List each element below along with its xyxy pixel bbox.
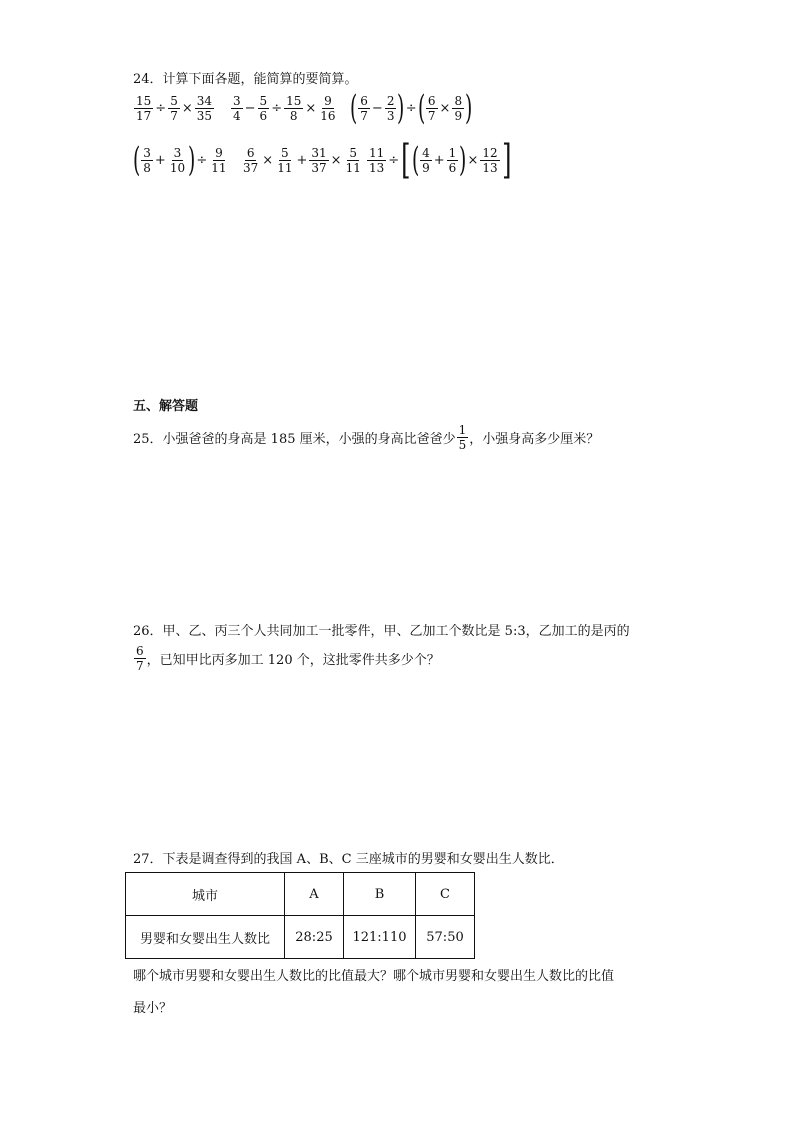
left-paren: (	[411, 140, 420, 180]
table-row	[126, 916, 475, 959]
table-header-cell: A	[285, 873, 344, 916]
operator: +	[154, 152, 166, 168]
fraction: $\frac{3}{4}$	[233, 94, 241, 123]
table-cell: 28:25	[285, 916, 344, 959]
fraction: $\frac{5}{11}$	[277, 146, 293, 175]
fraction: $\frac{9}{11}$	[211, 145, 227, 175]
q25-question	[133, 424, 599, 451]
left-paren: (	[349, 88, 358, 128]
fraction: $\frac{5}{6}$	[259, 94, 268, 123]
right-bracket: ]	[501, 137, 512, 183]
table-header-cell: B	[344, 873, 416, 916]
fraction: $\frac{6}{7}$	[360, 93, 368, 123]
fraction: $\frac{9}{16}$	[320, 94, 336, 123]
operator: +	[296, 153, 308, 168]
q24-expression-1	[133, 95, 215, 122]
operator: −	[244, 101, 256, 116]
fraction: $\frac{3}{8}$	[143, 145, 151, 175]
operator: ×	[181, 101, 193, 116]
fraction: $\frac{1}{5}$	[458, 423, 467, 452]
table-row	[126, 873, 475, 916]
q27-question-line-1: 哪个城市男婴和女婴出生人数比的比值最大？哪个城市男婴和女婴出生人数比的比值	[133, 969, 615, 984]
q27-intro: 27．下表是调查得到的我国 A、B、C 三座城市的男婴和女婴出生人数比．	[133, 852, 564, 867]
fraction: $\frac{6}{7}$	[427, 93, 436, 123]
operator: ×	[262, 153, 274, 168]
operator: ÷	[271, 101, 283, 116]
q25-text-a: 25．小强爸爸的身高是 185 厘米，小强的身高比爸爸少	[133, 432, 456, 447]
fraction: $\frac{6}{37}$	[243, 146, 259, 175]
fraction: $\frac{5}{7}$	[170, 94, 178, 123]
fraction: $\frac{31}{37}$	[311, 146, 327, 175]
fraction: $\frac{2}{3}$	[386, 93, 395, 123]
birth-ratio-table	[125, 872, 475, 959]
operator: ÷	[155, 101, 167, 116]
operator: ×	[467, 152, 479, 168]
q25-text-b: ，小强身高多少厘米？	[469, 432, 600, 447]
fraction: $\frac{11}{13}$	[369, 145, 385, 175]
q26-text-b: ，已知甲比丙多加工 120 个，这批零件共多少个？	[146, 653, 440, 668]
q26-line-2	[133, 645, 440, 672]
operator: ×	[439, 100, 451, 116]
fraction: $\frac{8}{9}$	[454, 93, 463, 123]
q24-expression-2	[230, 95, 339, 122]
left-paren: (	[417, 88, 425, 128]
table-cell: 男婴和女婴出生人数比	[126, 916, 285, 959]
operator: −	[371, 100, 383, 116]
left-paren: (	[132, 140, 141, 180]
operator: ×	[305, 101, 317, 116]
q26-line-1: 26．甲、乙、丙三个人共同加工一批零件，甲、乙加工个数比是 5:3，乙加工的是丙的	[133, 624, 630, 639]
fraction: $\frac{34}{35}$	[196, 94, 213, 123]
table-cell: 57:50	[416, 916, 475, 959]
right-paren: )	[459, 140, 467, 180]
q24-title: 24．计算下面各题，能简算的要简算。	[133, 72, 358, 87]
q24-expression-5	[240, 147, 364, 174]
operator: +	[433, 152, 445, 168]
q24-expression-4	[132, 140, 230, 180]
operator: ÷	[388, 152, 400, 168]
right-paren: )	[397, 88, 405, 128]
table-header-cell: C	[416, 873, 475, 916]
right-paren: )	[188, 140, 196, 180]
operator: ÷	[405, 100, 417, 116]
section-title: 五、解答题	[133, 399, 199, 414]
right-paren: )	[465, 88, 473, 128]
table-cell: 121:110	[344, 916, 416, 959]
table-header-cell: 城市	[126, 873, 285, 916]
left-bracket: [	[401, 137, 411, 183]
q24-expression-3	[349, 88, 473, 128]
fraction: $\frac{3}{10}$	[169, 145, 186, 175]
fraction: $\frac{4}{9}$	[422, 145, 430, 175]
fraction: $\frac{15}{8}$	[286, 94, 302, 123]
fraction: $\frac{1}{6}$	[448, 145, 457, 175]
fraction: $\frac{6}{7}$	[136, 644, 144, 673]
operator: ×	[330, 153, 342, 168]
fraction: $\frac{15}{17}$	[136, 94, 152, 123]
operator: ÷	[196, 152, 208, 168]
q27-question-line-2: 最小？	[133, 1001, 173, 1016]
fraction: $\frac{5}{11}$	[345, 146, 361, 175]
q24-expression-6	[366, 137, 512, 183]
fraction: $\frac{12}{13}$	[482, 145, 498, 175]
